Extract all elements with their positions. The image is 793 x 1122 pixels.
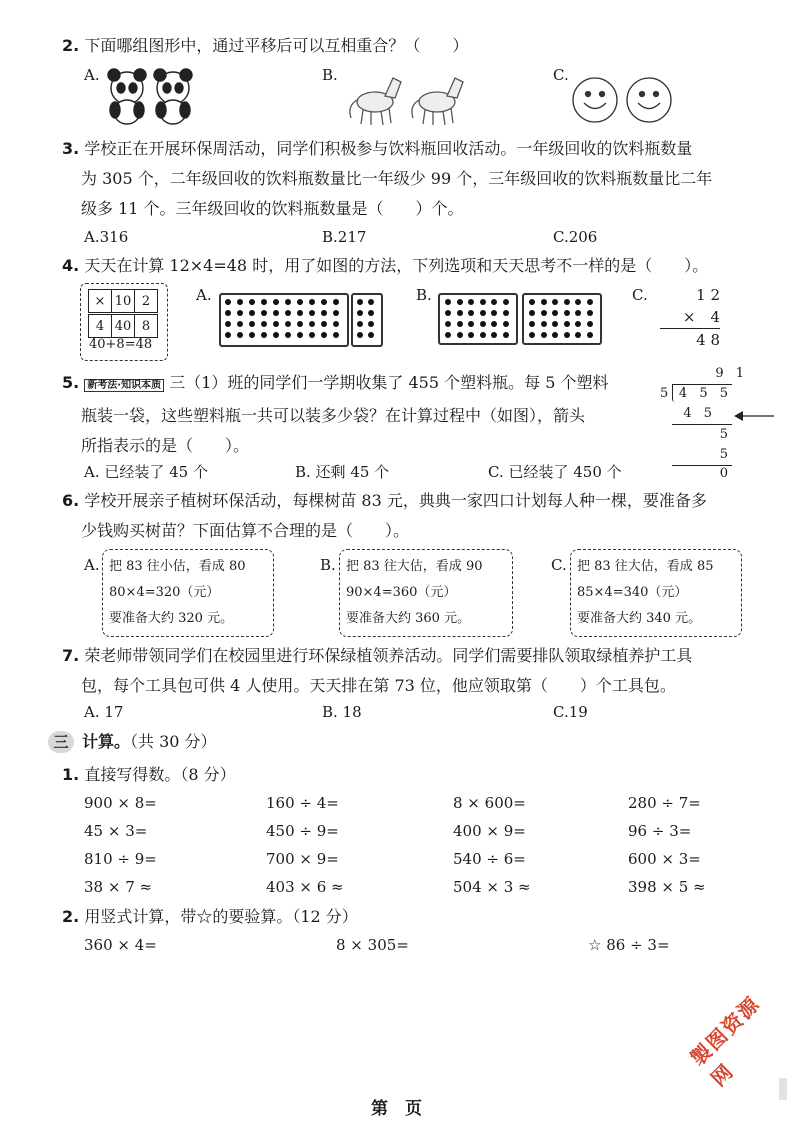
dot — [237, 321, 243, 327]
question-text-line1: 三（1）班的同学们一学期收集了 455 个塑料瓶。每 5 个塑料 — [169, 373, 609, 392]
vertical-result: 4 8 — [660, 328, 720, 351]
dot — [445, 332, 451, 338]
section-title: 计算。（共 30 分） — [82, 732, 217, 751]
option-b-label: B. — [320, 556, 336, 574]
dot — [309, 310, 315, 316]
dot — [321, 321, 327, 327]
smiley-pair-icon — [571, 76, 675, 124]
question-text-line2: 少钱购买树苗？下面估算不合理的是（ ）。 — [81, 521, 410, 540]
dot — [575, 310, 581, 316]
dot — [357, 310, 363, 316]
dot — [357, 299, 363, 305]
dot — [457, 321, 463, 327]
grid-cell: 10 — [111, 289, 135, 313]
dot — [587, 299, 593, 305]
vertical-top: 1 2 — [696, 286, 720, 304]
vertical-multiplication — [660, 284, 720, 351]
long-division — [658, 366, 778, 482]
dot — [368, 299, 374, 305]
estimation-line: 85×4=340（元） — [577, 585, 688, 600]
question-text-line3: 所指表示的是（ ）。 — [81, 436, 250, 455]
remainder-1: 5 — [719, 427, 728, 442]
dot — [564, 332, 570, 338]
vertical-calc-item: ☆ 86 ÷ 3= — [588, 936, 670, 954]
question-text-line1: 学校开展亲子植树环保活动，每棵树苗 83 元，典典一家四口计划每人种一棵，要准备多 — [84, 491, 707, 510]
arrow-left-icon — [734, 410, 776, 422]
calc-item: 600 × 3= — [628, 850, 701, 868]
calc-item: 398 × 5 ≈ — [628, 878, 706, 896]
oral-calc-grid — [84, 794, 784, 896]
panda-pair-icon — [103, 66, 198, 128]
dot — [480, 332, 486, 338]
dot — [587, 310, 593, 316]
grid-cell: 2 — [134, 289, 158, 313]
dot — [333, 321, 339, 327]
option-a: A. 17 — [84, 703, 124, 721]
question-number: 2. — [62, 36, 80, 55]
dot — [237, 332, 243, 338]
dot — [297, 332, 303, 338]
option-c: C.19 — [553, 703, 588, 721]
step-1: 4 5 — [683, 406, 716, 421]
question-number: 4. — [62, 256, 80, 275]
dot — [445, 299, 451, 305]
dot-array-2x4 — [351, 293, 383, 347]
dot — [541, 321, 547, 327]
calc-item: 540 ÷ 6= — [453, 850, 526, 868]
estimation-line: 90×4=360（元） — [346, 585, 457, 600]
calc-item: 8 × 600= — [453, 794, 526, 812]
dot — [575, 332, 581, 338]
dot — [503, 321, 509, 327]
dot — [491, 310, 497, 316]
dot — [309, 299, 315, 305]
dot — [445, 310, 451, 316]
calc-item: 450 ÷ 9= — [266, 822, 339, 840]
dot — [541, 310, 547, 316]
estimation-box-c — [570, 549, 742, 637]
dot — [285, 332, 291, 338]
dot — [261, 321, 267, 327]
dot — [249, 299, 255, 305]
dot — [503, 299, 509, 305]
option-c: C.206 — [553, 228, 598, 246]
dot — [297, 321, 303, 327]
page-edge-mark — [779, 1078, 787, 1100]
question-5 — [62, 368, 662, 461]
dot — [309, 332, 315, 338]
estimation-line: 把 83 往大估，看成 85 — [577, 559, 714, 574]
grid-cell: 4 — [88, 314, 112, 338]
question-6 — [62, 486, 762, 546]
dot — [541, 299, 547, 305]
dot — [225, 299, 231, 305]
grid-sum: 40+8=48 — [89, 337, 153, 352]
calc-item: 160 ÷ 4= — [266, 794, 339, 812]
final-remainder: 0 — [719, 466, 728, 481]
dot — [468, 321, 474, 327]
new-method-tag: 新考法·知识本质 — [84, 379, 164, 392]
estimation-line: 要准备大约 340 元。 — [577, 611, 702, 626]
question-text-line1: 学校正在开展环保周活动，同学们积极参与饮料瓶回收活动。一年级回收的饮料瓶数量 — [84, 139, 693, 158]
question-text-line3: 级多 11 个。三年级回收的饮料瓶数量是（ ）个。 — [81, 199, 464, 218]
dot — [333, 332, 339, 338]
calc-item: 810 ÷ 9= — [84, 850, 157, 868]
calc-item: 96 ÷ 3= — [628, 822, 692, 840]
dot — [529, 310, 535, 316]
dot — [457, 332, 463, 338]
question-text: 下面哪组图形中，通过平移后可以互相重合？（ ） — [84, 36, 469, 55]
estimation-line: 要准备大约 320 元。 — [109, 611, 234, 626]
option-a: A.316 — [84, 228, 129, 246]
dot — [357, 332, 363, 338]
question-text-line2: 包，每个工具包可供 4 人使用。天天排在第 73 位，他应领取第（ ）个工具包。 — [81, 676, 676, 695]
dividend: 4 5 5 — [678, 386, 732, 401]
question-3 — [62, 134, 762, 224]
dot — [285, 310, 291, 316]
dot — [368, 321, 374, 327]
dot — [261, 310, 267, 316]
dot — [225, 321, 231, 327]
dot — [529, 321, 535, 327]
option-c-label: C. — [553, 66, 569, 84]
dot — [491, 299, 497, 305]
dot — [333, 310, 339, 316]
step-2: 5 — [719, 447, 728, 462]
area-model-box — [80, 283, 168, 361]
option-a: A. 已经装了 45 个 — [84, 463, 208, 481]
dot — [491, 321, 497, 327]
dot — [249, 310, 255, 316]
dot — [529, 299, 535, 305]
question-2 — [62, 31, 468, 61]
dot — [480, 299, 486, 305]
dot — [468, 310, 474, 316]
dot — [249, 321, 255, 327]
dot — [552, 299, 558, 305]
dot — [285, 321, 291, 327]
calc-item: 38 × 7 ≈ — [84, 878, 153, 896]
vertical-calc-item: 8 × 305= — [336, 936, 409, 954]
dot — [552, 332, 558, 338]
watermark-stamp: 製图资源网 — [685, 991, 765, 1091]
question-text-line1: 荣老师带领同学们在校园里进行环保绿植领养活动。同学们需要排队领取绿植养护工具 — [84, 646, 693, 665]
question-7 — [62, 641, 762, 701]
option-b: B.217 — [322, 228, 367, 246]
page-footer: 第 页 — [371, 1099, 422, 1119]
dot — [309, 321, 315, 327]
dot-array-6x4-left — [438, 293, 518, 345]
option-b: B. 还剩 45 个 — [295, 463, 390, 481]
dot — [480, 321, 486, 327]
divisor: 5 — [660, 386, 669, 401]
question-number: 6. — [62, 491, 80, 510]
dot — [285, 299, 291, 305]
option-b-label: B. — [416, 286, 432, 304]
dot — [273, 321, 279, 327]
estimation-line: 把 83 往小估，看成 80 — [109, 559, 246, 574]
estimation-box-a — [102, 549, 274, 637]
dot — [529, 332, 535, 338]
dot — [457, 299, 463, 305]
dot — [575, 321, 581, 327]
dot — [541, 332, 547, 338]
dot — [368, 310, 374, 316]
quotient: 9 1 — [715, 366, 748, 381]
vertical-mid: × 4 — [682, 308, 720, 326]
grid-cell: × — [88, 289, 112, 313]
dot — [445, 321, 451, 327]
dot — [587, 321, 593, 327]
dot — [552, 310, 558, 316]
dot — [225, 310, 231, 316]
dot — [564, 299, 570, 305]
estimation-box-b — [339, 549, 513, 637]
subquestion-2-title: 2. 用竖式计算，带☆的要验算。（12 分） — [62, 907, 358, 926]
dot — [503, 310, 509, 316]
estimation-line: 要准备大约 360 元。 — [346, 611, 471, 626]
dot — [468, 332, 474, 338]
dot-array-10x4 — [219, 293, 349, 347]
dot — [564, 310, 570, 316]
dot — [457, 310, 463, 316]
question-number: 5. — [62, 373, 80, 392]
dot — [552, 321, 558, 327]
dot — [273, 332, 279, 338]
question-4 — [62, 251, 708, 281]
option-a-label: A. — [84, 556, 100, 574]
dot — [368, 332, 374, 338]
calc-item: 45 × 3= — [84, 822, 148, 840]
dot — [261, 332, 267, 338]
option-a-label: A. — [84, 66, 100, 84]
option-c-label: C. — [551, 556, 567, 574]
dot — [333, 299, 339, 305]
dot — [237, 310, 243, 316]
subquestion-1-title: 1. 直接写得数。（8 分） — [62, 765, 236, 784]
option-b: B. 18 — [322, 703, 362, 721]
option-c-label: C. — [632, 286, 648, 304]
dot — [564, 321, 570, 327]
question-text-line2: 为 305 个，二年级回收的饮料瓶数量比一年级少 99 个，三年级回收的饮料瓶数量比二年 — [81, 169, 713, 188]
dot — [249, 332, 255, 338]
question-text-line2: 瓶装一袋，这些塑料瓶一共可以装多少袋？在计算过程中（如图），箭头 — [81, 406, 586, 425]
dot — [503, 332, 509, 338]
question-text: 天天在计算 12×4=48 时，用了如图的方法，下列选项和天天思考不一样的是（ ）。 — [84, 256, 709, 275]
calc-item: 280 ÷ 7= — [628, 794, 701, 812]
option-b-label: B. — [322, 66, 338, 84]
question-number: 7. — [62, 646, 80, 665]
calc-item: 403 × 6 ≈ — [266, 878, 344, 896]
option-a-label: A. — [196, 286, 212, 304]
dot — [297, 299, 303, 305]
question-number: 3. — [62, 139, 80, 158]
grid-cell: 8 — [134, 314, 158, 338]
dot — [273, 310, 279, 316]
dot — [587, 332, 593, 338]
dot — [297, 310, 303, 316]
dot — [321, 332, 327, 338]
dot — [491, 332, 497, 338]
dot — [273, 299, 279, 305]
dot-array-6x4-right — [522, 293, 602, 345]
dot — [480, 310, 486, 316]
horse-pair-icon — [345, 70, 470, 128]
section-badge: 三 — [48, 731, 74, 753]
calc-item: 700 × 9= — [266, 850, 339, 868]
option-c: C. 已经装了 450 个 — [488, 463, 622, 481]
calc-item: 400 × 9= — [453, 822, 526, 840]
calc-item: 504 × 3 ≈ — [453, 878, 531, 896]
dot — [225, 332, 231, 338]
estimation-line: 把 83 往大估，看成 90 — [346, 559, 483, 574]
dot — [468, 299, 474, 305]
dot — [357, 321, 363, 327]
dot — [321, 310, 327, 316]
estimation-line: 80×4=320（元） — [109, 585, 220, 600]
grid-cell: 40 — [111, 314, 135, 338]
dot — [237, 299, 243, 305]
calc-item: 900 × 8= — [84, 794, 157, 812]
vertical-calc-item: 360 × 4= — [84, 936, 157, 954]
dot — [261, 299, 267, 305]
dot — [321, 299, 327, 305]
dot — [575, 299, 581, 305]
